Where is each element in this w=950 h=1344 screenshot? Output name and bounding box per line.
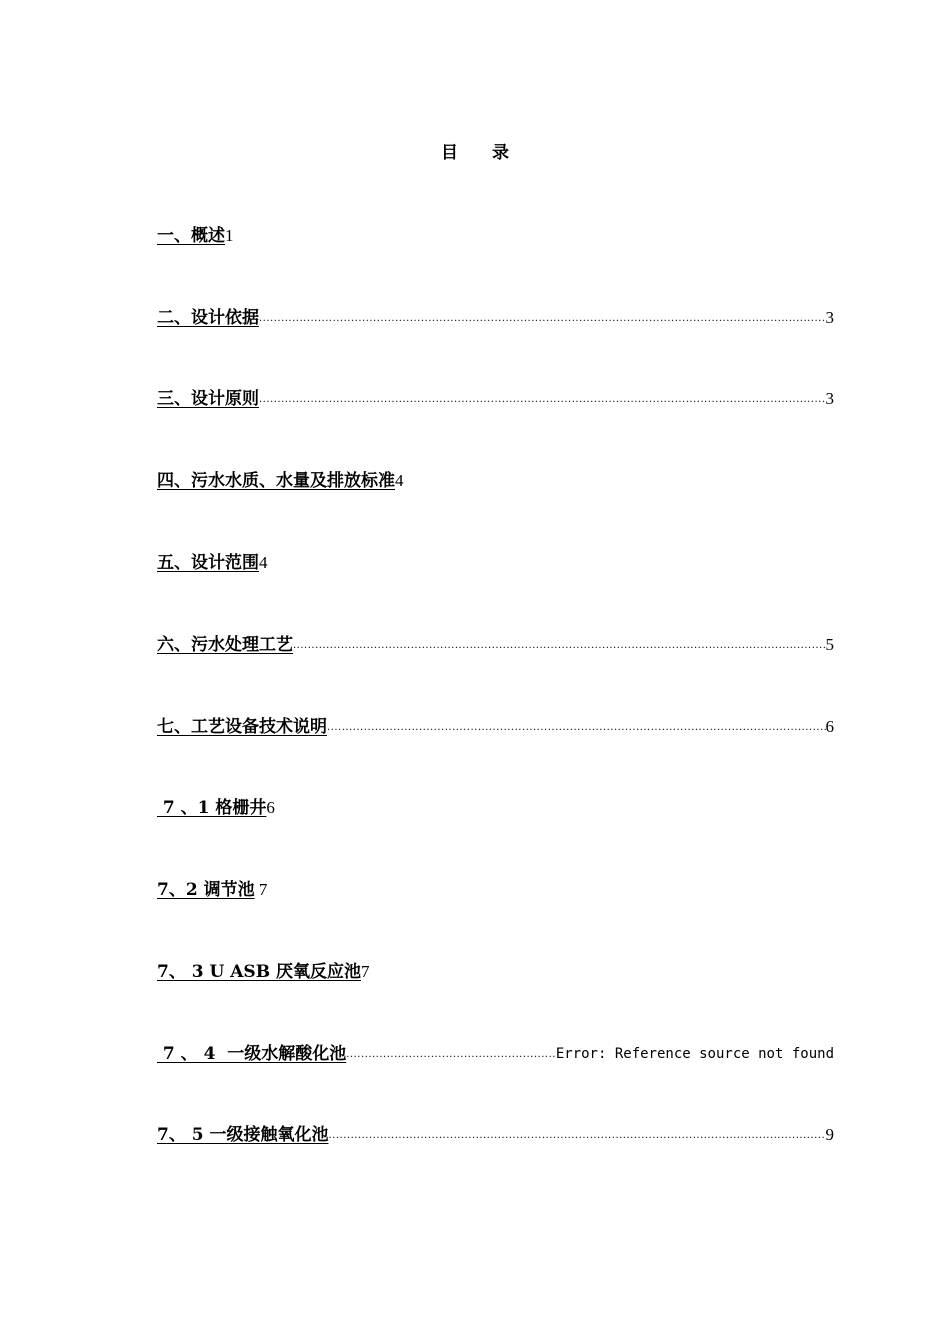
toc-entry-5[interactable] bbox=[157, 551, 268, 575]
leader-dots bbox=[259, 393, 826, 407]
toc-entry-11[interactable] bbox=[157, 1042, 834, 1066]
toc-entry-label: 7、 3 U ASB 厌氧反应池 bbox=[157, 962, 361, 982]
toc-entry-page: 5 bbox=[825, 635, 834, 654]
toc-title: 目 录 bbox=[441, 143, 523, 163]
toc-entry-1[interactable] bbox=[157, 224, 234, 248]
toc-entry-label: 七、工艺设备技术说明 bbox=[157, 717, 327, 737]
toc-entry-page: 6 bbox=[825, 717, 834, 736]
toc-entry-label: 7 、1 格栅井 bbox=[157, 798, 267, 818]
toc-entry-label: 7 、 4 一级水解酸化池 bbox=[157, 1044, 347, 1064]
toc-entry-label: 一、概述 bbox=[157, 226, 225, 246]
toc-entry-label: 四、污水水质、水量及排放标准 bbox=[157, 471, 395, 491]
toc-entry-4[interactable] bbox=[157, 469, 404, 493]
toc-entry-page: 1 bbox=[225, 226, 234, 245]
toc-entry-label: 三、设计原则 bbox=[157, 389, 259, 409]
toc-entry-7[interactable] bbox=[157, 715, 834, 739]
toc-entry-10[interactable] bbox=[157, 960, 370, 984]
toc-entry-label: 二、设计依据 bbox=[157, 308, 259, 328]
toc-entry-6[interactable] bbox=[157, 633, 834, 657]
leader-dots bbox=[293, 639, 826, 653]
toc-entry-label: 六、污水处理工艺 bbox=[157, 635, 293, 655]
toc-entry-page: 4 bbox=[259, 553, 268, 572]
toc-entry-label: 7、 5 一级接触氧化池 bbox=[157, 1125, 329, 1145]
toc-entry-page: 3 bbox=[825, 308, 834, 327]
toc-entry-page: 7 bbox=[361, 962, 370, 981]
toc-entry-page-error: Error: Reference source not found bbox=[555, 1046, 834, 1062]
toc-entry-page: 9 bbox=[825, 1125, 834, 1144]
toc-entry-2[interactable] bbox=[157, 306, 834, 330]
toc-entry-12[interactable] bbox=[157, 1123, 834, 1147]
toc-entry-label: 7、2 调节池 bbox=[157, 880, 255, 900]
toc-entry-9[interactable] bbox=[157, 878, 267, 902]
leader-dots bbox=[327, 721, 826, 735]
toc-entry-3[interactable] bbox=[157, 387, 834, 411]
toc-entry-label: 五、设计范围 bbox=[157, 553, 259, 573]
toc-entry-8[interactable] bbox=[157, 796, 275, 820]
leader-dots bbox=[346, 1048, 556, 1062]
toc-entry-page: 3 bbox=[825, 389, 834, 408]
toc-entry-page: 7 bbox=[254, 880, 268, 899]
toc-entry-page: 6 bbox=[266, 798, 275, 817]
leader-dots bbox=[259, 312, 826, 326]
toc-entry-page: 4 bbox=[395, 471, 404, 490]
leader-dots bbox=[329, 1129, 826, 1143]
